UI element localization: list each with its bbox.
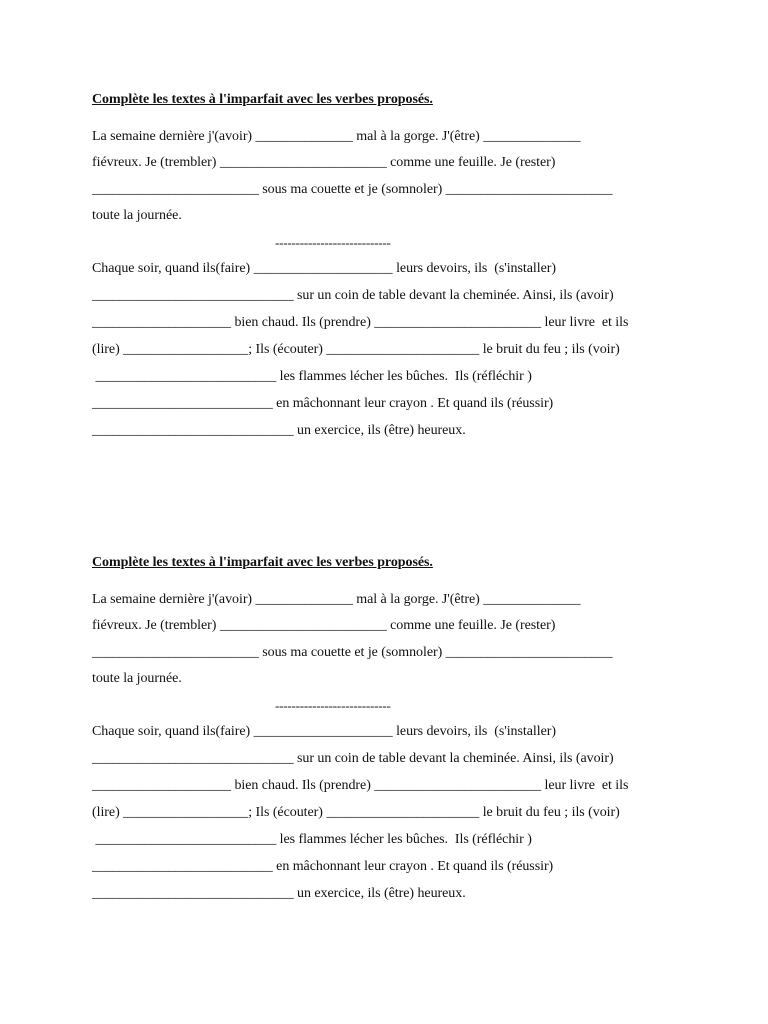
separator: ---------------------------- xyxy=(275,698,391,713)
paragraph1-line-2: fiévreux. Je (trembler) ________________________ comme une feuille. Je (rester) xyxy=(92,618,556,633)
paragraph2-line-2: _____________________________ sur un coin de table devant la cheminée. Ainsi, ils (avoir) xyxy=(92,288,614,303)
paragraph2-line-6: __________________________ en mâchonnant leur crayon . Et quand ils (réussir) xyxy=(92,396,554,411)
exercise-title: Complète les textes à l'imparfait avec les verbes proposés. xyxy=(92,555,433,570)
paragraph2-line-4: (lire) __________________; Ils (écouter) ______________________ le bruit du feu ; ils (voir) xyxy=(92,342,620,357)
paragraph2-line-1: Chaque soir, quand ils(faire) ____________________ leurs devoirs, ils (s'installer) xyxy=(92,724,556,739)
paragraph1-line-1: La semaine dernière j'(avoir) ______________ mal à la gorge. J'(être) ______________ xyxy=(92,129,581,144)
paragraph1-line-1: La semaine dernière j'(avoir) ______________ mal à la gorge. J'(être) ______________ xyxy=(92,592,581,607)
paragraph1-line-3: ________________________ sous ma couette et je (somnoler) ________________________ xyxy=(92,645,613,660)
paragraph2-line-3: ____________________ bien chaud. Ils (prendre) ________________________ leur livre et ils xyxy=(92,315,629,330)
paragraph2-line-1: Chaque soir, quand ils(faire) ____________________ leurs devoirs, ils (s'installer) xyxy=(92,261,556,276)
paragraph1-line-2: fiévreux. Je (trembler) ________________________ comme une feuille. Je (rester) xyxy=(92,155,556,170)
paragraph2-line-2: _____________________________ sur un coin de table devant la cheminée. Ainsi, ils (avoir) xyxy=(92,751,614,766)
exercise-title: Complète les textes à l'imparfait avec les verbes proposés. xyxy=(92,92,433,107)
paragraph2-line-7: _____________________________ un exercice, ils (être) heureux. xyxy=(92,423,466,438)
paragraph2-line-5: __________________________ les flammes lécher les bûches. Ils (réfléchir ) xyxy=(92,369,532,384)
paragraph1-line-3: ________________________ sous ma couette et je (somnoler) ________________________ xyxy=(92,182,613,197)
paragraph2-line-7: _____________________________ un exercice, ils (être) heureux. xyxy=(92,886,466,901)
paragraph2-line-6: __________________________ en mâchonnant leur crayon . Et quand ils (réussir) xyxy=(92,859,554,874)
separator: ---------------------------- xyxy=(275,235,391,250)
paragraph2-line-3: ____________________ bien chaud. Ils (prendre) ________________________ leur livre et ils xyxy=(92,778,629,793)
paragraph1-line-4: toute la journée. xyxy=(92,671,182,686)
paragraph2-line-4: (lire) __________________; Ils (écouter) ______________________ le bruit du feu ; ils (voir) xyxy=(92,805,620,820)
paragraph1-line-4: toute la journée. xyxy=(92,208,182,223)
paragraph2-line-5: __________________________ les flammes lécher les bûches. Ils (réfléchir ) xyxy=(92,832,532,847)
